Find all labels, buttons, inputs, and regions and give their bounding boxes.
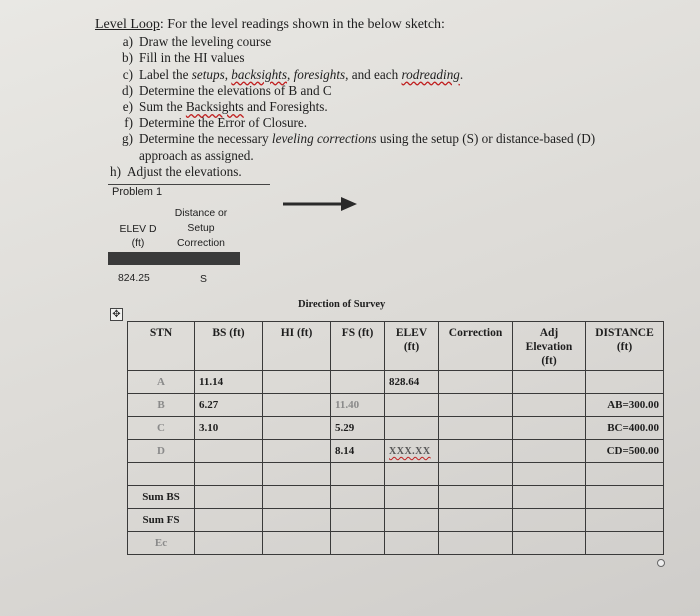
cell-ec[interactable] (195, 532, 263, 555)
sum-fs-label: Sum FS (128, 509, 195, 532)
header-stn (128, 322, 195, 371)
cell-correction[interactable] (439, 417, 513, 440)
header-bs (195, 322, 263, 371)
cell-distance[interactable]: BC=400.00 (586, 417, 664, 440)
header-hi (263, 322, 331, 371)
header-line: FS (ft) (341, 327, 374, 339)
cell-elev[interactable] (385, 417, 439, 440)
cell-sum-fs[interactable] (195, 509, 263, 532)
cell-empty[interactable] (385, 509, 439, 532)
instruction-item-d (107, 83, 655, 99)
ec-label: Ec (128, 532, 195, 555)
instruction-item-f (107, 115, 655, 131)
cell-empty[interactable] (586, 532, 664, 555)
direction-of-survey-label: Direction of Survey (298, 299, 386, 310)
header-line: (ft) (541, 355, 557, 367)
cell-empty[interactable] (513, 509, 586, 532)
header-line: BS (ft) (212, 327, 245, 339)
cell-empty[interactable] (331, 509, 385, 532)
item-sep: , (224, 66, 232, 82)
item-label: h) (110, 163, 121, 179)
table-row-a (128, 371, 664, 394)
cell-empty[interactable] (586, 463, 664, 486)
problem-col-elev-unit: (ft) (131, 238, 145, 249)
header-correction (439, 322, 513, 371)
item-label: e) (122, 99, 133, 115)
item-text: Determine the elevations of B and C (139, 82, 332, 98)
header-line: Adj (539, 327, 559, 339)
header-line: (ft) (616, 341, 633, 353)
cell-stn[interactable]: D (128, 440, 195, 463)
cell-empty[interactable] (195, 463, 263, 486)
cell-empty[interactable] (385, 532, 439, 555)
item-text-part: , and each (345, 66, 402, 82)
table-row-sum-fs (128, 509, 664, 532)
header-line: ELEV (395, 327, 428, 339)
cell-sum-bs[interactable] (195, 486, 263, 509)
problem-col-dist-line: Setup (187, 223, 215, 234)
item-continuation: approach as assigned. (139, 147, 254, 163)
heading-title: Level Loop (95, 17, 160, 32)
item-italic-backsights: backsights (231, 66, 287, 82)
cell-stn[interactable]: C (128, 417, 195, 440)
cell-correction[interactable] (439, 394, 513, 417)
cell-distance[interactable]: CD=500.00 (586, 440, 664, 463)
table-move-handle-icon[interactable]: ✥ (110, 308, 123, 321)
cell-empty[interactable] (331, 463, 385, 486)
level-loop-table (127, 321, 664, 555)
elev-placeholder: XXX.XX (389, 446, 431, 457)
instruction-item-g (107, 131, 655, 163)
cell-adj-elevation[interactable] (513, 371, 586, 394)
item-text-part: Sum the (139, 99, 186, 115)
cell-bs[interactable]: 6.27 (195, 394, 263, 417)
cell-distance[interactable]: AB=300.00 (586, 394, 664, 417)
item-label: c) (122, 66, 133, 82)
item-wavy-backsights: Backsights (185, 99, 244, 115)
cell-correction[interactable] (439, 371, 513, 394)
cell-distance[interactable] (586, 371, 664, 394)
cell-fs[interactable]: 5.29 (331, 417, 385, 440)
problem-elev-value: 824.25 (118, 273, 150, 284)
item-italic-rodreading: rodreading (401, 66, 460, 82)
item-text (139, 131, 655, 163)
table-row-c (128, 417, 664, 440)
cell-hi[interactable] (263, 371, 331, 394)
item-italic-corrections: leveling corrections (271, 131, 377, 147)
item-label: g) (122, 131, 133, 147)
header-line: STN (149, 327, 173, 339)
cell-fs[interactable]: 11.40 (331, 394, 385, 417)
header-elev (385, 322, 439, 371)
item-text: Draw the leveling course (139, 34, 272, 50)
cell-empty[interactable] (331, 532, 385, 555)
item-end: . (459, 66, 464, 82)
cell-bs[interactable]: 3.10 (195, 417, 263, 440)
instructions-heading (95, 17, 655, 33)
cell-empty[interactable] (263, 532, 331, 555)
table-header-row (128, 322, 664, 371)
cell-elev[interactable]: 828.64 (385, 371, 439, 394)
item-sep: , (286, 66, 294, 82)
header-line: (ft) (403, 341, 420, 353)
item-text (139, 67, 655, 83)
instruction-item-a (107, 34, 655, 50)
cell-empty[interactable] (439, 486, 513, 509)
table-row-b (128, 394, 664, 417)
heading-rest: : For the level readings shown in the below sketch: (159, 17, 445, 32)
instruction-item-c (107, 67, 655, 83)
problem-col-dist (168, 206, 234, 251)
cell-empty[interactable] (586, 509, 664, 532)
cell-hi[interactable] (263, 440, 331, 463)
item-italic-foresights: foresights (293, 66, 346, 82)
header-line: Elevation (525, 341, 573, 353)
cell-elev[interactable] (385, 394, 439, 417)
item-label: b) (122, 50, 133, 66)
header-line: Correction (448, 327, 503, 339)
cell-fs[interactable]: 8.14 (331, 440, 385, 463)
cell-adj-elevation[interactable] (513, 394, 586, 417)
item-label: a) (122, 34, 133, 50)
cell-empty[interactable] (263, 486, 331, 509)
header-distance (586, 322, 664, 371)
table-row-sum-bs (128, 486, 664, 509)
cell-elev[interactable] (385, 440, 439, 463)
table-resize-handle-icon[interactable] (657, 559, 665, 567)
cell-hi[interactable] (263, 417, 331, 440)
problem-table (108, 202, 240, 291)
table-row-ec (128, 532, 664, 555)
header-line: HI (ft) (280, 327, 313, 339)
cell-empty[interactable] (331, 486, 385, 509)
cell-empty[interactable] (263, 463, 331, 486)
header-adj-elevation (513, 322, 586, 371)
item-label: f) (124, 115, 133, 131)
header-line: DISTANCE (595, 327, 654, 339)
cell-stn[interactable]: B (128, 394, 195, 417)
item-text: Fill in the HI values (139, 50, 245, 66)
cell-correction[interactable] (439, 440, 513, 463)
instructions (95, 17, 655, 180)
cell-empty[interactable] (513, 486, 586, 509)
item-italic-setups: setups (191, 66, 225, 82)
cell-empty[interactable] (513, 463, 586, 486)
table-row-blank (128, 463, 664, 486)
problem-col-dist-line: Correction (177, 238, 225, 249)
item-text-part: Label the (139, 66, 192, 82)
cell-adj-elevation[interactable] (513, 417, 586, 440)
problem-table-header (108, 202, 240, 252)
instruction-item-h (95, 164, 655, 180)
problem-col-elev-line: ELEV D (119, 224, 157, 235)
item-text-part: using the setup (S) or distance-based (D) (376, 131, 596, 147)
problem-table-row (108, 265, 240, 291)
item-text: Determine the Error of Closure. (139, 115, 308, 131)
item-text: Adjust the elevations. (127, 163, 242, 179)
problem-table-bar (108, 252, 240, 265)
cell-empty[interactable] (385, 463, 439, 486)
cell-bs[interactable] (195, 440, 263, 463)
instruction-item-b (107, 50, 655, 66)
cell-fs[interactable] (331, 371, 385, 394)
cell-empty[interactable] (513, 532, 586, 555)
item-text (139, 99, 655, 115)
cell-empty[interactable] (128, 463, 195, 486)
cell-empty[interactable] (385, 486, 439, 509)
item-text-part: and Foresights. (243, 99, 328, 115)
problem-col-elev (114, 223, 162, 251)
cell-empty[interactable] (439, 463, 513, 486)
problem-correction-type: S (200, 274, 207, 285)
cell-empty[interactable] (586, 486, 664, 509)
sum-bs-label: Sum BS (128, 486, 195, 509)
arrow-right-icon (283, 196, 357, 212)
table-row-d (128, 440, 664, 463)
header-fs (331, 322, 385, 371)
problem-label: Problem 1 (112, 186, 163, 198)
divider-line (108, 184, 270, 185)
cell-empty[interactable] (439, 532, 513, 555)
cell-bs[interactable]: 11.14 (195, 371, 263, 394)
cell-empty[interactable] (439, 509, 513, 532)
cell-empty[interactable] (263, 509, 331, 532)
problem-col-dist-line: Distance or (174, 208, 228, 219)
cell-hi[interactable] (263, 394, 331, 417)
instruction-item-e (107, 99, 655, 115)
item-label: d) (122, 82, 133, 98)
item-text-part: Determine the necessary (139, 131, 272, 147)
cell-stn[interactable]: A (128, 371, 195, 394)
cell-adj-elevation[interactable] (513, 440, 586, 463)
